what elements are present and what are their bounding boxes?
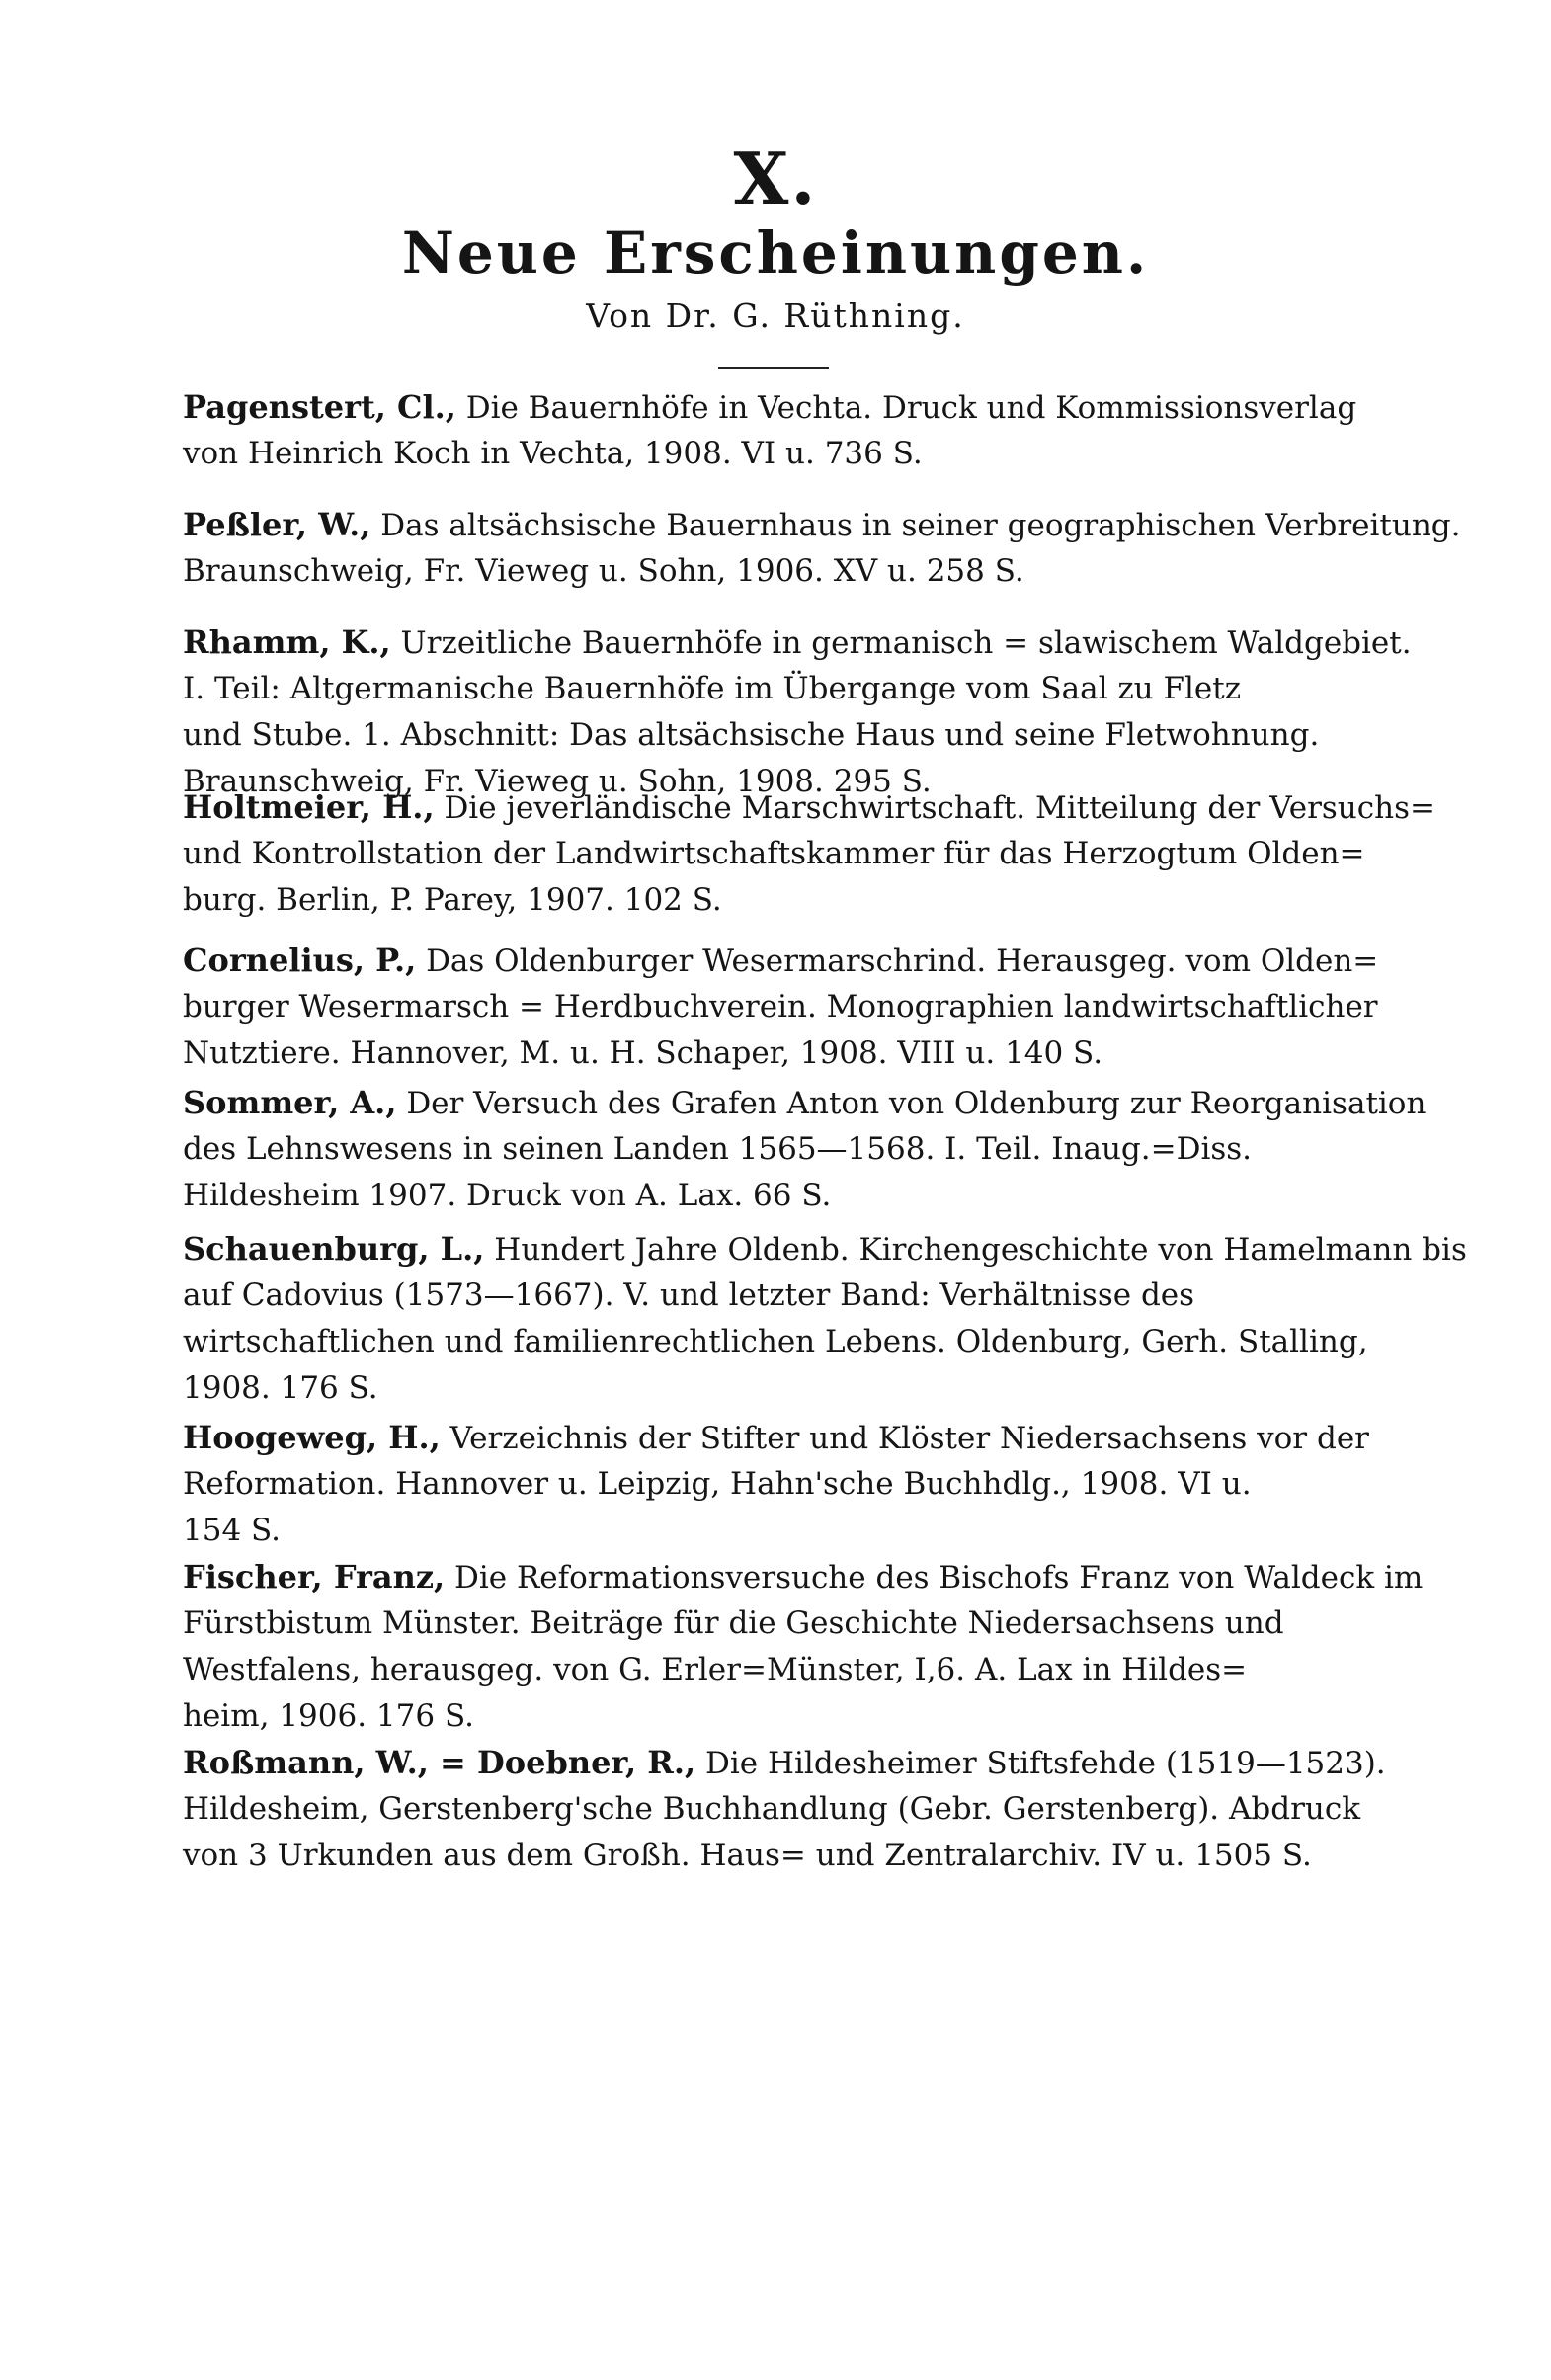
entry-first-line (183, 387, 1356, 428)
entry-text: heim, 1906. 176 S. (183, 1698, 474, 1734)
entry-first-line (183, 1083, 1426, 1123)
entry-text: Verzeichnis der Stifter und Klöster Niedersachsens vor der (449, 1421, 1369, 1456)
entry-text: burg. Berlin, P. Parey, 1907. 102 S. (183, 882, 722, 918)
entry-author: Pagenstert, Cl., (183, 388, 456, 426)
entry-text: Braunschweig, Fr. Vieweg u. Sohn, 1906. XV u. 258 S. (183, 553, 1024, 589)
entry-text: Das altsächsische Bauernhaus in seiner geographischen Verbreitung. (380, 508, 1461, 543)
entry-text: Hundert Jahre Oldenb. Kirchengeschichte von Hamelmann bis (494, 1232, 1467, 1268)
entry-text: 154 S. (183, 1513, 282, 1548)
entry-text: des Lehnswesens in seinen Landen 1565—1568. I. Teil. Inaug.=Diss. (183, 1131, 1253, 1167)
entry-text: Die Reformationsversuche des Bischofs Franz von Waldeck im (454, 1560, 1424, 1596)
entry-text: Die Bauernhöfe in Vechta. Druck und Kommissionsverlag (465, 390, 1357, 426)
entry-text: Der Versuch des Grafen Anton von Oldenburg zur Reorganisation (406, 1086, 1427, 1121)
entry-author: Roßmann, W., = Doebner, R., (183, 1744, 696, 1781)
entry-first-line (183, 622, 1412, 663)
entry-text: Hildesheim 1907. Druck von A. Lax. 66 S. (183, 1178, 832, 1213)
entry-text: Das Oldenburger Wesermarschrind. Herausgeg. vom Olden= (426, 944, 1379, 979)
entry-text: Fürstbistum Münster. Beiträge für die Geschichte Niedersachsens und (183, 1605, 1284, 1641)
entry-text: auf Cadovius (1573—1667). V. und letzter Band: Verhältnisse des (183, 1277, 1195, 1313)
entry-author: Cornelius, P., (183, 942, 417, 979)
entry-text: Die jeverländische Marschwirtschaft. Mitteilung der Versuchs= (444, 790, 1435, 826)
entry-first-line (183, 1418, 1369, 1458)
entry-text: Braunschweig, Fr. Vieweg u. Sohn, 1908. 295 S. (183, 764, 932, 799)
entry-text: Die Hildesheimer Stiftsfehde (1519—1523). (704, 1746, 1386, 1781)
entry-author: Fischer, Franz, (183, 1558, 446, 1596)
entry-text: Nutztiere. Hannover, M. u. H. Schaper, 1908. VIII u. 140 S. (183, 1035, 1103, 1071)
entry-text: Urzeitliche Bauernhöfe in germanisch = slawischem Waldgebiet. (400, 625, 1412, 661)
entry-first-line (183, 787, 1435, 828)
page-title: Neue Erscheinungen. (401, 219, 1150, 287)
entry-text: von Heinrich Koch in Vechta, 1908. VI u. 736 S. (183, 436, 923, 471)
entry-author: Rhamm, K., (183, 623, 391, 661)
entry-text: wirtschaftlichen und familienrechtlichen Lebens. Oldenburg, Gerh. Stalling, (183, 1324, 1368, 1359)
entry-author: Holtmeier, H., (183, 788, 435, 826)
entry-first-line (183, 941, 1378, 981)
entry-text: I. Teil: Altgermanische Bauernhöfe im Übergange vom Saal zu Fletz (183, 671, 1242, 706)
author-line: Von Dr. G. Rüthning. (586, 296, 965, 335)
entry-text: und Stube. 1. Abschnitt: Das altsächsische Haus und seine Fletwohnung. (183, 717, 1320, 753)
chapter-number: X. (733, 136, 818, 220)
entry-author: Schauenburg, L., (183, 1230, 485, 1268)
title-divider (718, 367, 829, 369)
entry-author: Sommer, A., (183, 1084, 397, 1121)
entry-text: von 3 Urkunden aus dem Großh. Haus= und Zentralarchiv. IV u. 1505 S. (183, 1838, 1312, 1873)
entry-text: und Kontrollstation der Landwirtschaftskammer für das Herzogtum Olden= (183, 836, 1365, 871)
entry-author: Hoogeweg, H., (183, 1419, 441, 1456)
entry-text: Westfalens, herausgeg. von G. Erler=Münster, I,6. A. Lax in Hildes= (183, 1652, 1248, 1687)
entry-first-line (183, 1743, 1386, 1783)
entry-first-line (183, 1557, 1423, 1598)
entry-text: 1908. 176 S. (183, 1370, 378, 1406)
entry-author: Peßler, W., (183, 506, 371, 543)
entry-first-line (183, 1229, 1467, 1270)
entry-text: Hildesheim, Gerstenberg'sche Buchhandlung (Gebr. Gerstenberg). Abdruck (183, 1791, 1361, 1827)
entry-text: burger Wesermarsch = Herdbuchverein. Monographien landwirtschaftlicher (183, 989, 1378, 1025)
entry-first-line (183, 505, 1461, 545)
entry-text: Reformation. Hannover u. Leipzig, Hahn'sche Buchhdlg., 1908. VI u. (183, 1466, 1252, 1502)
